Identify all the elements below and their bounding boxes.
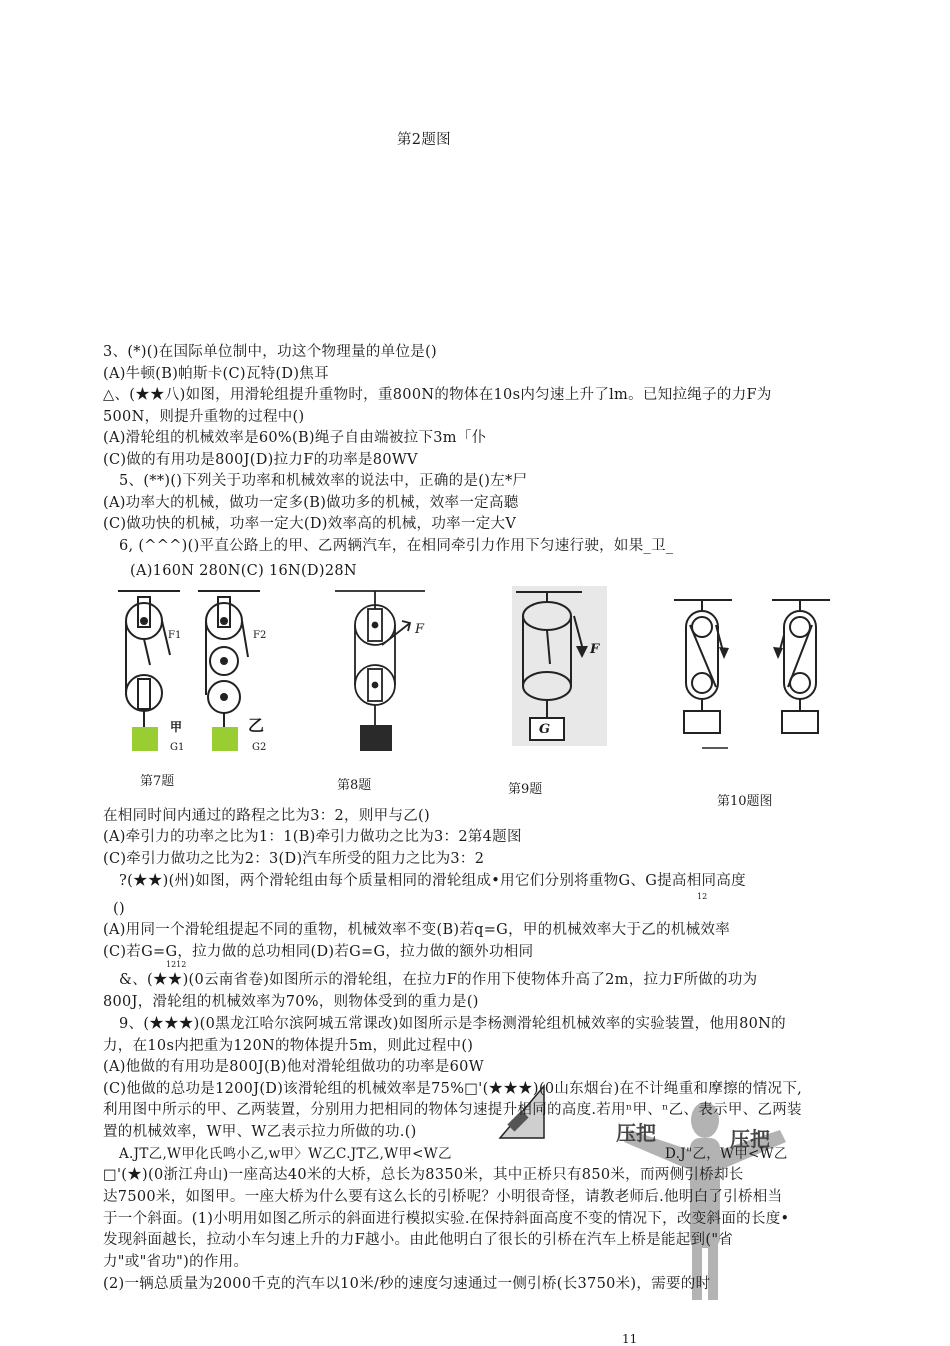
question-line: (C)若G=G，拉力做的总功相同(D)若G=G，拉力做的额外功相同	[103, 944, 534, 960]
figure-caption: 第2题图	[397, 132, 451, 148]
question-line: □'(★)(0浙江舟山)一座高达40米的大桥，总长为8350米，其中正桥只有850米，而两侧引桥却长	[103, 1167, 744, 1183]
fig9-caption: 第9题	[508, 782, 543, 797]
fig8-caption: 第8题	[337, 778, 372, 793]
watermark-label: 压把	[616, 1121, 656, 1145]
question-line: (C)牵引力做功之比为2：3(D)汽车所受的阻力之比为3：2	[103, 851, 485, 867]
question-line: D.J"乙，W甲<W乙	[665, 1146, 788, 1162]
question-line: 力，在10s内把重为120N的物体提升5m，则此过程中()	[103, 1038, 474, 1054]
question-line: 达7500米，如图甲。一座大桥为什么要有这么长的引桥呢？小明很奇怪，请教老师后.他明白了引桥相当	[103, 1189, 783, 1205]
label-f2: F2	[253, 630, 267, 641]
question-line: ?(★★)(州)如图，两个滑轮组由每个质量相同的滑轮组成•用它们分别将重物G、G提高相同高度	[119, 873, 746, 889]
watermark-label: 压把	[730, 1127, 770, 1151]
label-f: F	[415, 622, 425, 637]
subscript-note: 1212	[166, 960, 187, 969]
question-line: 在相同时间内通过的路程之比为3：2，则甲与乙()	[103, 808, 430, 824]
question-line: (2)一辆总质量为2000千克的汽车以10米/秒的速度匀速通过一侧引桥(长3750米)，需要的时	[103, 1276, 711, 1292]
question-line: 3、(*)()在国际单位制中，功这个物理量的单位是()	[103, 344, 438, 360]
label-g1: G1	[170, 742, 185, 753]
question-line: 发现斜面越长，拉动小车匀速上升的力F越小。由此他明白了很长的引桥在汽车上桥是能起到("省	[103, 1232, 734, 1248]
question-line: (A)功率大的机械，做功一定多(B)做功多的机械，效率一定高聽	[103, 495, 519, 511]
clipped-options-line: (A)160N 280N(C) 16N(D)28N	[130, 563, 357, 579]
subscript-note: 12	[697, 892, 708, 901]
question-line: 力"或"省功")的作用。	[103, 1254, 249, 1270]
question-line: (A)他做的有用功是800J(B)他对滑轮组做功的功率是60W	[103, 1059, 484, 1075]
question-line: (A)牛顿(B)帕斯卡(C)瓦特(D)焦耳	[103, 366, 329, 382]
question-line: 500N，则提升重物的过程中()	[103, 409, 305, 425]
question-line: (C)做的有用功是800J(D)拉力F的功率是80WV	[103, 452, 418, 468]
label-f-fig9: F	[590, 642, 600, 657]
label-f1: F1	[168, 630, 182, 641]
question-line: (A)滑轮组的机械效率是60%(B)绳子自由端被拉下3m「仆	[103, 430, 487, 446]
fig7-caption: 第7题	[140, 774, 175, 789]
question-line: 6, (^^^)()平直公路上的甲、乙两辆汽车，在相同牵引力作用下匀速行驶，如果_卫_	[119, 538, 674, 554]
question-line: (A)用同一个滑轮组提起不同的重物，机械效率不变(B)若q=G，甲的机械效率大于乙的机械效率	[103, 922, 731, 938]
label-g: G	[539, 722, 551, 737]
fig10-caption: 第10题图	[717, 794, 773, 809]
page-number: 11	[622, 1332, 638, 1346]
question-line: 利用图中所示的甲、乙两装置，分别用力把相同的物体匀速提升相同的高度.若用ⁿ甲、ⁿ乙、表示甲、乙两装	[103, 1102, 802, 1118]
figure-8-pulley	[330, 585, 430, 755]
label-yi: 乙	[248, 716, 265, 735]
question-line: 于一个斜面。(1)小明用如图乙所示的斜面进行模拟实验.在保持斜面高度不变的情况下，改变斜面的长度•	[103, 1211, 790, 1227]
question-line: ()	[113, 901, 125, 917]
question-line: 5、(**)()下列关于功率和机械效率的说法中，正确的是()左*尸	[119, 473, 528, 489]
question-line: &、(★★)(0云南省卷)如图所示的滑轮组，在拉力F的作用下使物体升高了2m，拉力F所做的功为	[119, 972, 758, 988]
question-line: △、(★★八)如图，用滑轮组提升重物时，重800N的物体在10s内匀速上升了lm。已知拉绳子的力F为	[103, 387, 772, 403]
question-line: 800J，滑轮组的机械效率为70%，则物体受到的重力是()	[103, 994, 479, 1010]
fig10-mark	[702, 746, 732, 750]
question-line: (C)他做的总功是1200J(D)该滑轮组的机械效率是75%□'(★★★)(0山东烟台)在不计绳重和摩擦的情况下,	[103, 1081, 803, 1097]
label-jia: 甲	[170, 720, 183, 734]
figure-9-pulley	[512, 586, 607, 746]
figure-10-pulleys	[672, 595, 832, 740]
question-line: (C)做功快的机械，功率一定大(D)效率高的机械，功率一定大V	[103, 516, 517, 532]
question-line: 置的机械效率，W甲、W乙表示拉力所做的功.()	[103, 1124, 417, 1140]
question-line: (A)牵引力的功率之比为1：1(B)牵引力做功之比为3：2第4题图	[103, 829, 522, 845]
question-line: A.JT乙,W甲化氏鸣小乙,w甲〉W乙C.JT乙,W甲<W乙	[119, 1146, 452, 1162]
label-g2: G2	[252, 742, 267, 753]
question-line: 9、(★★★)(0黑龙江哈尔滨阿城五常课改)如图所示是李杨测滑轮组机械效率的实验装置，他用80N的	[119, 1016, 786, 1032]
